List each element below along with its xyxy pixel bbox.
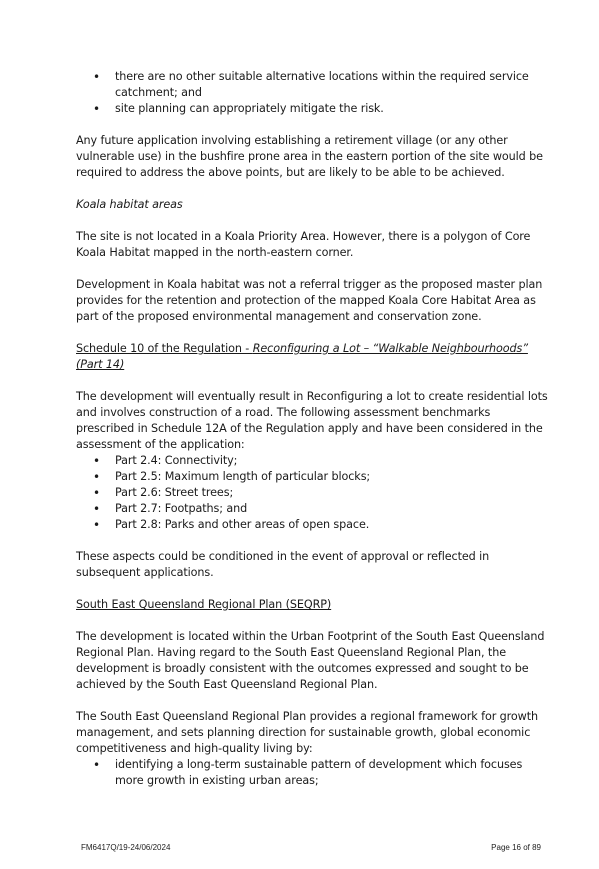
paragraph-koala-referral: Development in Koala habitat was not a referral trigger as the proposed master plan provides for the retention and protection of the mapped Koala Core Habitat Area as part of the proposed environmental management and conservation zone. <box>76 278 543 323</box>
paragraph-conditioned: These aspects could be conditioned in the event of approval or reflected in subsequent applications. <box>76 550 490 579</box>
list-item: • there are no other suitable alternative locations within the required service catchment; and <box>76 69 551 101</box>
page-content <box>76 69 551 789</box>
list-item: • identifying a long-term sustainable pattern of development which focuses more growth in existing urban areas; <box>76 757 551 789</box>
footer-page-number: Page 16 of 89 <box>491 843 541 852</box>
bullet-list-parts <box>76 453 551 533</box>
heading-schedule-10 <box>76 341 551 373</box>
bullet-list-risk-conditions <box>76 69 551 117</box>
bullet-list-seqrp <box>76 757 551 789</box>
heading-schedule-10-plain: Schedule 10 of the Regulation - <box>76 342 253 355</box>
list-item: • Part 2.4: Connectivity; <box>76 453 551 469</box>
paragraph-future-application: Any future application involving establishing a retirement village (or any other vulnerable use) in the bushfire prone area in the eastern portion of the site would be required to address the above points, but are likely to be able to be achieved. <box>76 134 543 179</box>
list-item: • Part 2.8: Parks and other areas of open space. <box>76 517 551 533</box>
list-item: • Part 2.7: Footpaths; and <box>76 501 551 517</box>
paragraph-development-benchmarks: The development will eventually result in Reconfiguring a lot to create residential lots and involves construction of a road. The following assessment benchmarks prescribed in Schedule 12A of the Regulation apply and have been considered in the assessment of the application: <box>76 390 548 451</box>
heading-koala-habitat: Koala habitat areas <box>76 198 183 211</box>
list-item: • Part 2.5: Maximum length of particular blocks; <box>76 469 551 485</box>
heading-seqrp: South East Queensland Regional Plan (SEQRP) <box>76 598 332 611</box>
paragraph-seqrp-framework: The South East Queensland Regional Plan provides a regional framework for growth management, and sets planning direction for sustainable growth, global economic competitiveness and high-quality living by: <box>76 710 538 755</box>
paragraph-koala-priority: The site is not located in a Koala Priority Area. However, there is a polygon of Core Koala Habitat mapped in the north-eastern corner. <box>76 230 531 259</box>
list-item: • site planning can appropriately mitigate the risk. <box>76 101 551 117</box>
heading-schedule-10-italic: Reconfiguring a Lot – “Walkable Neighbourhoods” (Part 14) <box>76 342 528 371</box>
list-item: • Part 2.6: Street trees; <box>76 485 551 501</box>
footer-document-ref: FM6417Q/19-24/06/2024 <box>81 843 171 852</box>
paragraph-seqrp-urban-footprint: The development is located within the Urban Footprint of the South East Queensland Regional Plan. Having regard to the South East Queensland Regional Plan, the development is broadly consistent with the outcomes expressed and sought to be achieved by the South East Queensland Regional Plan. <box>76 630 545 691</box>
